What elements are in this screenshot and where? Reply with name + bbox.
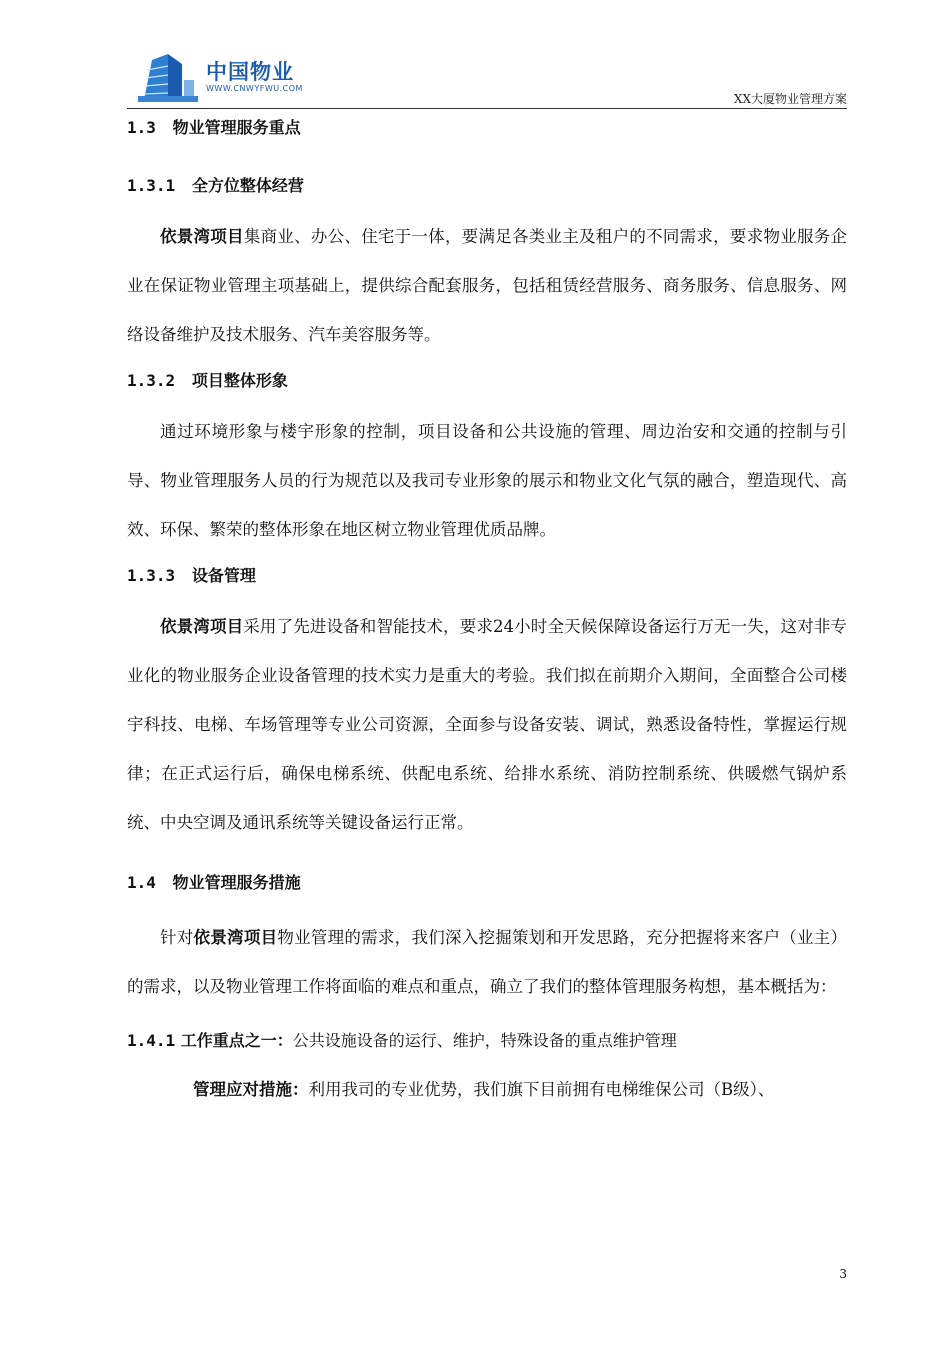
- heading-1-3-2: [127, 361, 847, 401]
- measures-label: 管理应对措施：: [193, 1080, 309, 1099]
- page-number: 3: [839, 1267, 847, 1281]
- heading-number: 1.3.2: [127, 371, 176, 390]
- heading-number: 1.3: [127, 118, 156, 137]
- paragraph-1-3-2: [127, 407, 847, 554]
- building-icon: [138, 50, 198, 102]
- heading-title: 物业管理服务重点: [172, 118, 301, 137]
- heading-1-4-1: [127, 1021, 847, 1061]
- logo-text: 中国物业: [206, 60, 294, 84]
- paragraph-text: 采用了先进设备和智能技术，要求24小时全天候保障设备运行万无一失，这对非专业化的物业服务企业设备管理的技术实力是重大的考验。我们拟在前期介入期间，全面整合公司楼宇科技、电梯、车场管理等专业公司资源，全面参与设备安装、调试，熟悉设备特性，掌握运行规律；在正式运行后，确保电梯系统、供配电系统、给排水系统、消防控制系统、供暖燃气锅炉系统、中央空调及通讯系统等关键设备运行正常。: [127, 617, 847, 832]
- heading-number: 1.3.3: [127, 566, 176, 585]
- heading-1-3: [127, 114, 847, 142]
- paragraph-prefix: 针对: [160, 928, 194, 947]
- company-logo: [138, 50, 308, 102]
- heading-title: 全方位整体经营: [191, 176, 304, 195]
- paragraph-text: 集商业、办公、住宅于一体，要满足各类业主及租户的不同需求，要求物业服务企业在保证物业管理主项基础上，提供综合配套服务，包括租赁经营服务、商务服务、信息服务、网络设备维护及技术服务、汽车美容服务等。: [127, 227, 847, 344]
- header-divider: [127, 108, 847, 109]
- paragraph-1-4: [127, 913, 847, 1011]
- heading-title: 项目整体形象: [191, 371, 288, 390]
- heading-1-3-1: [127, 172, 847, 200]
- paragraph-1-3-1: [127, 212, 847, 359]
- page-header: [0, 0, 950, 110]
- heading-title: 物业管理服务措施: [172, 873, 301, 892]
- paragraph-text: 物业管理的需求，我们深入挖掘策划和开发思路，充分把握将来客户（业主）的需求，以及物业管理工作将面临的难点和重点，确立了我们的整体管理服务构想，基本概括为：: [127, 928, 848, 996]
- heading-title: 工作重点之一：: [180, 1031, 293, 1050]
- paragraph-text: 利用我司的专业优势，我们旗下目前拥有电梯维保公司（B级）、: [308, 1080, 775, 1099]
- logo-url: WWW.CNWYFWU.COM: [206, 84, 303, 93]
- heading-number: 1.3.1: [127, 176, 176, 195]
- heading-1-4: [127, 863, 847, 903]
- heading-1-3-3: [127, 556, 847, 596]
- heading-title: 设备管理: [191, 566, 256, 585]
- document-body: [127, 112, 847, 1114]
- paragraph-1-3-3: [127, 602, 847, 847]
- heading-number: 1.4.1: [127, 1031, 176, 1050]
- project-name: 依景湾项目: [160, 227, 244, 246]
- heading-number: 1.4: [127, 873, 156, 892]
- project-name: 依景湾项目: [193, 928, 278, 947]
- paragraph-1-4-1: [127, 1065, 847, 1114]
- project-name: 依景湾项目: [160, 617, 244, 636]
- document-title: XX大厦物业管理方案: [733, 92, 847, 106]
- heading-description: 公共设施设备的运行、维护，特殊设备的重点维护管理: [292, 1031, 677, 1050]
- paragraph-text: 通过环境形象与楼宇形象的控制，项目设备和公共设施的管理、周边治安和交通的控制与引导、物业管理服务人员的行为规范以及我司专业形象的展示和物业文化气氛的融合，塑造现代、高效、环保、繁荣的整体形象在地区树立物业管理优质品牌。: [127, 422, 847, 539]
